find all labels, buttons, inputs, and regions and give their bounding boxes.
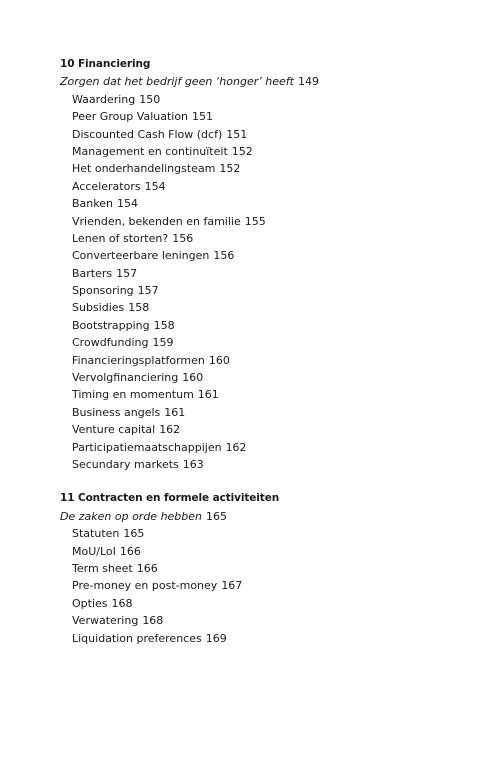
entry-label: Crowdfunding xyxy=(72,336,149,350)
entry-label: MoU/LoI xyxy=(72,544,116,558)
toc-entry xyxy=(60,369,480,386)
toc-entry xyxy=(60,282,480,299)
entry-label: Participatiemaatschappijen xyxy=(72,440,222,454)
page-number: 158 xyxy=(128,301,150,315)
toc-entry xyxy=(60,195,480,212)
entry-label: Financieringsplatformen xyxy=(72,353,205,367)
toc-entry xyxy=(60,525,480,542)
page-number: 161 xyxy=(164,405,186,419)
page-number: 159 xyxy=(152,336,174,350)
page-number: 165 xyxy=(123,527,145,541)
chapter-subtitle xyxy=(60,73,480,90)
entry-label: Term sheet xyxy=(72,561,133,575)
page-number: 161 xyxy=(197,388,219,402)
page-number: 162 xyxy=(225,440,247,454)
page-number: 152 xyxy=(231,144,253,158)
toc-entry xyxy=(60,213,480,230)
page-number: 169 xyxy=(205,631,227,645)
toc-entry xyxy=(60,108,480,125)
entry-label: Venture capital xyxy=(72,423,156,437)
entry-label: Het onderhandelingsteam xyxy=(72,162,216,176)
page-number: 160 xyxy=(182,371,204,385)
page-number: 150 xyxy=(139,92,161,106)
toc-entry xyxy=(60,352,480,369)
page-number: 152 xyxy=(219,162,241,176)
page-number: 163 xyxy=(182,457,204,471)
entry-label: Sponsoring xyxy=(72,284,134,298)
entry-label: Banken xyxy=(72,197,113,211)
entry-label: Statuten xyxy=(72,527,120,541)
toc-entry xyxy=(60,404,480,421)
toc-entry xyxy=(60,630,480,647)
toc-entry xyxy=(60,386,480,403)
entry-label: Liquidation preferences xyxy=(72,631,202,645)
toc-entry xyxy=(60,317,480,334)
entry-label: Verwatering xyxy=(72,614,139,628)
page-number: 168 xyxy=(111,596,133,610)
page-number: 154 xyxy=(116,197,138,211)
page-number: 156 xyxy=(213,249,235,263)
page-number: 149 xyxy=(297,75,319,89)
toc-entry xyxy=(60,577,480,594)
entry-label: Peer Group Valuation xyxy=(72,110,189,124)
toc-entry xyxy=(60,456,480,473)
entry-label: Vervolgfinanciering xyxy=(72,371,179,385)
page-number: 167 xyxy=(221,579,243,593)
toc-entry xyxy=(60,334,480,351)
toc-entry xyxy=(60,543,480,560)
page-number: 154 xyxy=(144,179,166,193)
entry-label: Bootstrapping xyxy=(72,318,150,332)
toc-entry xyxy=(60,160,480,177)
entry-label: Opties xyxy=(72,596,108,610)
toc-entry xyxy=(60,612,480,629)
chapter-subtitle-text: Zorgen dat het bedrijf geen ‘honger’ heeft xyxy=(60,75,294,89)
entry-label: Management en continuïteit xyxy=(72,144,228,158)
entry-label: Secundary markets xyxy=(72,457,179,471)
chapter-title: 11 Contracten en formele activiteiten xyxy=(60,492,280,505)
entry-label: Timing en momentum xyxy=(72,388,194,402)
toc-entry xyxy=(60,143,480,160)
page-number: 155 xyxy=(244,214,266,228)
entry-label: Vrienden, bekenden en familie xyxy=(72,214,241,228)
page-number: 168 xyxy=(142,614,164,628)
toc-entry xyxy=(60,247,480,264)
toc-entry xyxy=(60,299,480,316)
page-number: 162 xyxy=(159,423,181,437)
toc-entry xyxy=(60,595,480,612)
entry-label: Subsidies xyxy=(72,301,125,315)
toc-entry xyxy=(60,265,480,282)
page-number: 157 xyxy=(116,266,138,280)
toc-entry xyxy=(60,439,480,456)
chapter-subtitle-text: De zaken op orde hebben xyxy=(60,509,203,523)
toc-entry xyxy=(60,178,480,195)
toc-entry xyxy=(60,126,480,143)
chapter-10 xyxy=(60,56,480,473)
page-number: 165 xyxy=(206,509,228,523)
page-number: 166 xyxy=(119,544,141,558)
chapter-subtitle xyxy=(60,508,480,525)
page-number: 157 xyxy=(137,284,159,298)
entry-label: Pre-money en post-money xyxy=(72,579,218,593)
entry-label: Business angels xyxy=(72,405,161,419)
page-number: 151 xyxy=(226,127,248,141)
toc-entry xyxy=(60,230,480,247)
page-number: 160 xyxy=(208,353,230,367)
table-of-contents xyxy=(60,56,480,647)
chapter-title: 10 Financiering xyxy=(60,58,151,70)
toc-entry xyxy=(60,560,480,577)
entry-label: Converteerbare leningen xyxy=(72,249,210,263)
page-number: 156 xyxy=(172,231,194,245)
page-number: 166 xyxy=(136,561,158,575)
toc-entry xyxy=(60,91,480,108)
entry-label: Lenen of storten? xyxy=(72,231,169,245)
entry-label: Discounted Cash Flow (dcf) xyxy=(72,127,223,141)
chapter-11 xyxy=(60,490,480,647)
entry-label: Accelerators xyxy=(72,179,141,193)
entry-label: Barters xyxy=(72,266,113,280)
page-number: 158 xyxy=(153,318,175,332)
entry-label: Waardering xyxy=(72,92,136,106)
page-number: 151 xyxy=(192,110,214,124)
toc-entry xyxy=(60,421,480,438)
